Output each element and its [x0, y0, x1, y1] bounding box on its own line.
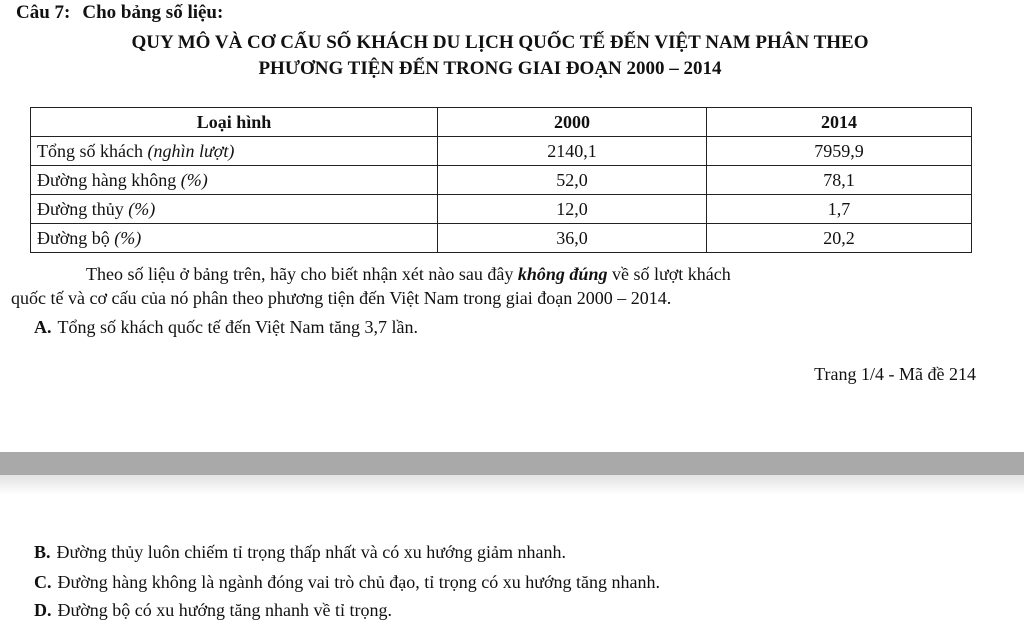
page-footer: Trang 1/4 - Mã đề 214 — [814, 364, 976, 384]
question-number: Câu 7: — [16, 2, 71, 23]
table-row — [31, 137, 972, 166]
option-d-text: Đường bộ có xu hướng tăng nhanh về tỉ trọng. — [57, 600, 393, 620]
row-label-unit: (%) — [114, 228, 142, 248]
header-type: Loại hình — [31, 108, 438, 137]
page-break-shadow — [0, 475, 1024, 495]
page-break-divider — [0, 452, 1024, 475]
cell-2000: 12,0 — [438, 195, 707, 224]
row-label — [31, 166, 438, 195]
option-a[interactable] — [34, 317, 418, 338]
option-d[interactable] — [34, 600, 392, 621]
option-a-letter: A. — [34, 317, 52, 337]
row-label — [31, 137, 438, 166]
table-row — [31, 195, 972, 224]
cell-2014: 20,2 — [707, 224, 972, 253]
instruction-emphasis: không đúng — [517, 264, 608, 284]
row-label-text: Đường thủy — [37, 199, 129, 219]
row-label — [31, 224, 438, 253]
row-label-text: Tổng số khách — [37, 141, 148, 161]
table-title-line-1: QUY MÔ VÀ CƠ CẤU SỐ KHÁCH DU LỊCH QUỐC TẾ ĐẾN VIỆT NAM PHÂN THEO — [131, 32, 869, 53]
option-b[interactable] — [34, 542, 566, 563]
question-header — [16, 2, 223, 24]
instruction-text-end: về số lượt khách — [607, 264, 731, 284]
row-label-text: Đường bộ — [37, 228, 115, 248]
data-table — [30, 107, 972, 253]
table-header-row — [31, 108, 972, 137]
question-prompt: Cho bảng số liệu: — [82, 2, 224, 23]
table-row — [31, 224, 972, 253]
option-b-letter: B. — [34, 542, 51, 562]
cell-2000: 52,0 — [438, 166, 707, 195]
option-c[interactable] — [34, 572, 660, 593]
row-label-unit: (%) — [180, 170, 208, 190]
cell-2014: 78,1 — [707, 166, 972, 195]
cell-2000: 2140,1 — [438, 137, 707, 166]
cell-2014: 1,7 — [707, 195, 972, 224]
row-label-text: Đường hàng không — [37, 170, 181, 190]
header-2014: 2014 — [707, 108, 972, 137]
instruction-line-2: quốc tế và cơ cấu của nó phân theo phương tiện đến Việt Nam trong giai đoạn 2000 – 2014. — [11, 288, 672, 308]
option-d-letter: D. — [34, 600, 52, 620]
option-c-text: Đường hàng không là ngành đóng vai trò chủ đạo, tỉ trọng có xu hướng tăng nhanh. — [57, 572, 660, 592]
row-label-unit: (%) — [128, 199, 156, 219]
cell-2014: 7959,9 — [707, 137, 972, 166]
table-title-line-2: PHƯƠNG TIỆN ĐẾN TRONG GIAI ĐOẠN 2000 – 2014 — [258, 58, 722, 79]
header-2000: 2000 — [438, 108, 707, 137]
cell-2000: 36,0 — [438, 224, 707, 253]
option-a-text: Tổng số khách quốc tế đến Việt Nam tăng 3,7 lần. — [57, 317, 419, 337]
instruction-text: Theo số liệu ở bảng trên, hãy cho biết nhận xét nào sau đây — [86, 264, 518, 284]
instruction-line-1 — [86, 264, 731, 285]
option-b-text: Đường thủy luôn chiếm tỉ trọng thấp nhất và có xu hướng giảm nhanh. — [56, 542, 566, 562]
option-c-letter: C. — [34, 572, 52, 592]
row-label-unit: (nghìn lượt) — [147, 141, 235, 161]
row-label — [31, 195, 438, 224]
table-row — [31, 166, 972, 195]
